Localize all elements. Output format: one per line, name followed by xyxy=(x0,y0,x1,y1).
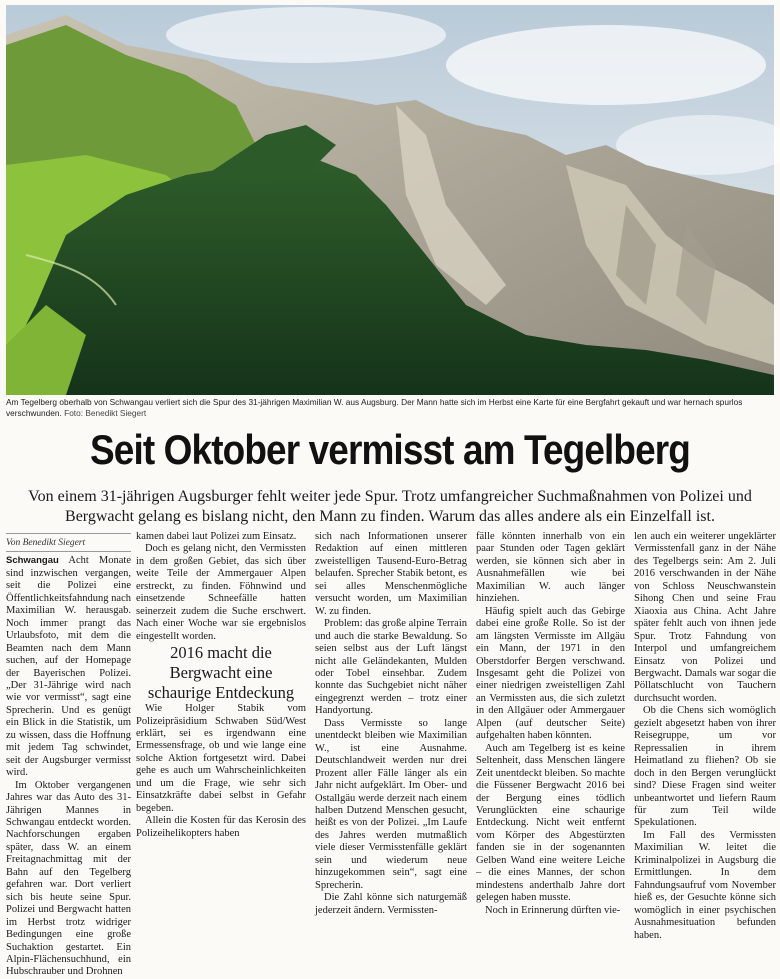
caption-text: Am Tegelberg oberhalb von Schwangau verliert sich die Spur des 31-jährigen Maximilian W. aus Augsburg. Der Mann hatte sich im Herbst eine Karte für eine Bergfahrt gekauft und war hernach spurlos verschwunden. xyxy=(6,397,743,418)
paragraph: Noch in Erinnerung dürften vie- xyxy=(485,904,621,916)
article-column-3 xyxy=(315,531,467,916)
paragraph: Die Zahl könne sich naturgemäß jederzeit ändern. Vermissten- xyxy=(315,892,467,916)
paragraph: Dass Vermisste so lange unentdeckt bleiben wie Maximilian W., ist eine Ausnahme. Deutschlandweit werden nur drei Prozent aller Fälle länger als ein Jahr nicht aufgeklärt. Im Ober- und Ostallgäu werde derzeit nach einem halben Dutzend Menschen gesucht, heißt es von der Polizei. „Im Laufe des Jahres werden mutmaßlich viele dieser Vermisstenfälle geklärt sein und wiederum neue hinzugekommen sein“, sagt eine Sprecherin. xyxy=(315,717,467,891)
mountain-photo xyxy=(6,5,774,395)
photo-credit: Foto: Benedikt Siegert xyxy=(64,407,147,418)
headline: Seit Oktober vermisst am Tegelberg xyxy=(90,426,690,473)
photo-caption xyxy=(6,397,774,418)
paragraph: Ob die Chens sich womöglich gezielt abgesetzt haben von ihrer Reisegruppe, um vor Repressalien in ihrem Heimatland zu fliehen? Ob sie doch in den Bergen verunglückt sind? Diese Fragen sind weiter unbeantwortet und liefern Raum für zum Teil wilde Spekulationen. xyxy=(634,705,776,829)
paragraph: Problem: das große alpine Terrain und auch die starke Bewaldung. So seien selbst aus der Luft längst nicht alle Geländekanten, Mulden oder Tobel einsehbar. Zudem konnte das Suchgebiet nicht näher eingegrenzt werden – trotz einer Handyortung. xyxy=(315,618,467,717)
subheadline: Von einem 31-jährigen Augsburger fehlt weiter jede Spur. Trotz umfangreicher Suchmaßnahmen von Polizei und Bergwacht gelang es bislang nicht, den Mann zu finden. Warum das alles andere als ein Einzelfall ist. xyxy=(28,488,752,525)
dateline: Schwangau xyxy=(6,555,59,567)
article-column-1 xyxy=(6,531,131,978)
paragraph: Wie Holger Stabik vom Polizeipräsidium Schwaben Süd/West erklärt, sei es irgendwann eine Ermessensfrage, ob und wie lange eine solche Aktion fortgesetzt wird. Dabei gehe es auch um Wahrscheinlichkeiten und um die Frage, wie sehr sich Einsatzkräfte dabei selbst in Gefahr begeben. xyxy=(136,703,306,814)
article-column-4 xyxy=(476,531,625,916)
pull-quote: 2016 macht die Bergwacht eine schaurige Entdeckung xyxy=(147,643,295,703)
byline: Von Benedikt Siegert xyxy=(6,538,86,548)
byline-rule-bottom xyxy=(6,551,131,552)
paragraph: fälle könnten innerhalb von ein paar Stunden oder Tagen geklärt werden, sie können sich aber in Ausnahmefällen wie bei Maximilian W. auch länger hinziehen. xyxy=(476,531,625,605)
paragraph: Häufig spielt auch das Gebirge dabei eine große Rolle. So ist der am längsten Vermisste im Allgäu ein Mann, der 1971 in den Oberstdorfer Bergen verschwand. Insgesamt geht die Polizei von einer niedrigen zweistelligen Zahl an Vermissten aus, die sich zuletzt in den Allgäuer oder Ammergauer Alpen (auf deutscher Seite) aufgehalten haben könnten. xyxy=(476,605,625,742)
article-column-2 xyxy=(136,531,306,871)
paragraph: Im Fall des Vermissten Maximilian W. leitet die Kriminalpolizei in Augsburg die Ermittlungen. In dem Fahndungsaufruf vom November hieß es, der Gesuchte könne sich womöglich in einer psychischen Ausnahmesituation befunden haben. xyxy=(634,829,776,941)
paragraph: sich nach Informationen unserer Redaktion auf einen mittleren zweistelligen Tausend-Euro-Betrag belaufen. Sprecher Stabik betont, es sei alles Menschenmögliche versucht worden, um Maximilian W. zu finden. xyxy=(315,531,467,617)
byline-rule-top xyxy=(6,533,131,534)
paragraph: Doch es gelang nicht, den Vermissten in dem großen Gebiet, das sich über weite Teile der Ammergauer Alpen erstreckt, zu finden. Föhnwind und einsetzende Schneefälle hatten seinerzeit zudem die Suche erschwert. Nach einer Woche war sie ergebnislos eingestellt worden. xyxy=(136,543,306,642)
article-column-5 xyxy=(634,531,776,941)
paragraph: Allein die Kosten für das Kerosin des Polizeihelikopters haben xyxy=(136,815,306,839)
paragraph: Auch am Tegelberg ist es keine Seltenheit, dass Menschen längere Zeit unentdeckt bleiben. So machte die Füssener Bergwacht 2016 bei der Bergung eines tödlich Verunglückten eine schaurige Entdeckung. Nicht weit entfernt vom Körper des Abgestürzten fanden sie in der sogenannten Gelben Wand eine weitere Leiche – die eines Mannes, der schon mindestens anderthalb Jahre dort gelegen haben musste. xyxy=(476,742,625,904)
paragraph: Schwangau Acht Monate sind inzwischen vergangen, seit die Polizei eine Öffentlichkeitsfahndung nach Maximilian W. herausgab. Noch immer prangt das Urlaubsfoto, mit dem die Beamten nach dem Mann suchen, auf der Homepage der Bayerischen Polizei. „Der 31-Jährige wird nach wie vor vermisst“, sagt eine Sprecherin. Und es genügt ein Blick in die Statistik, um zu wissen, dass die Hoffnung mit jedem Tag schwindet, seit der Augsburger vermisst wird. xyxy=(6,555,131,779)
paragraph: len auch ein weiterer ungeklärter Vermisstenfall ganz in der Nähe des Tegelbergs sein: Am 2. Juli 2016 verschwanden in der Nähe von Schloss Neuschwanstein Sihong Chen und seine Frau Xiaoxia aus China. Acht Jahre später fehlt auch von ihnen jede Spur. Trotz Fahndung von Interpol und umfangreichem Einsatz von Polizei und Bergwacht. Damals war sogar die Pöllatschlucht von Tauchern durchsucht worden. xyxy=(634,531,776,704)
paragraph: Im Oktober vergangenen Jahres war das Auto des 31-Jährigen Mannes in Schwangau entdeckt worden. Nachforschungen ergaben später, dass W. an einem Freitagnachmittag mit der Bahn auf den Tegelberg gefahren war. Dort verliert sich bis heute seine Spur. Polizei und Bergwacht hatten im Herbst trotz widriger Bedingungen eine große Suchaktion gestartet. Ein Alpin-Flächensuchhund, ein Hubschrauber und Drohnen xyxy=(6,779,131,978)
paragraph: kamen dabei laut Polizei zum Einsatz. xyxy=(136,531,297,542)
